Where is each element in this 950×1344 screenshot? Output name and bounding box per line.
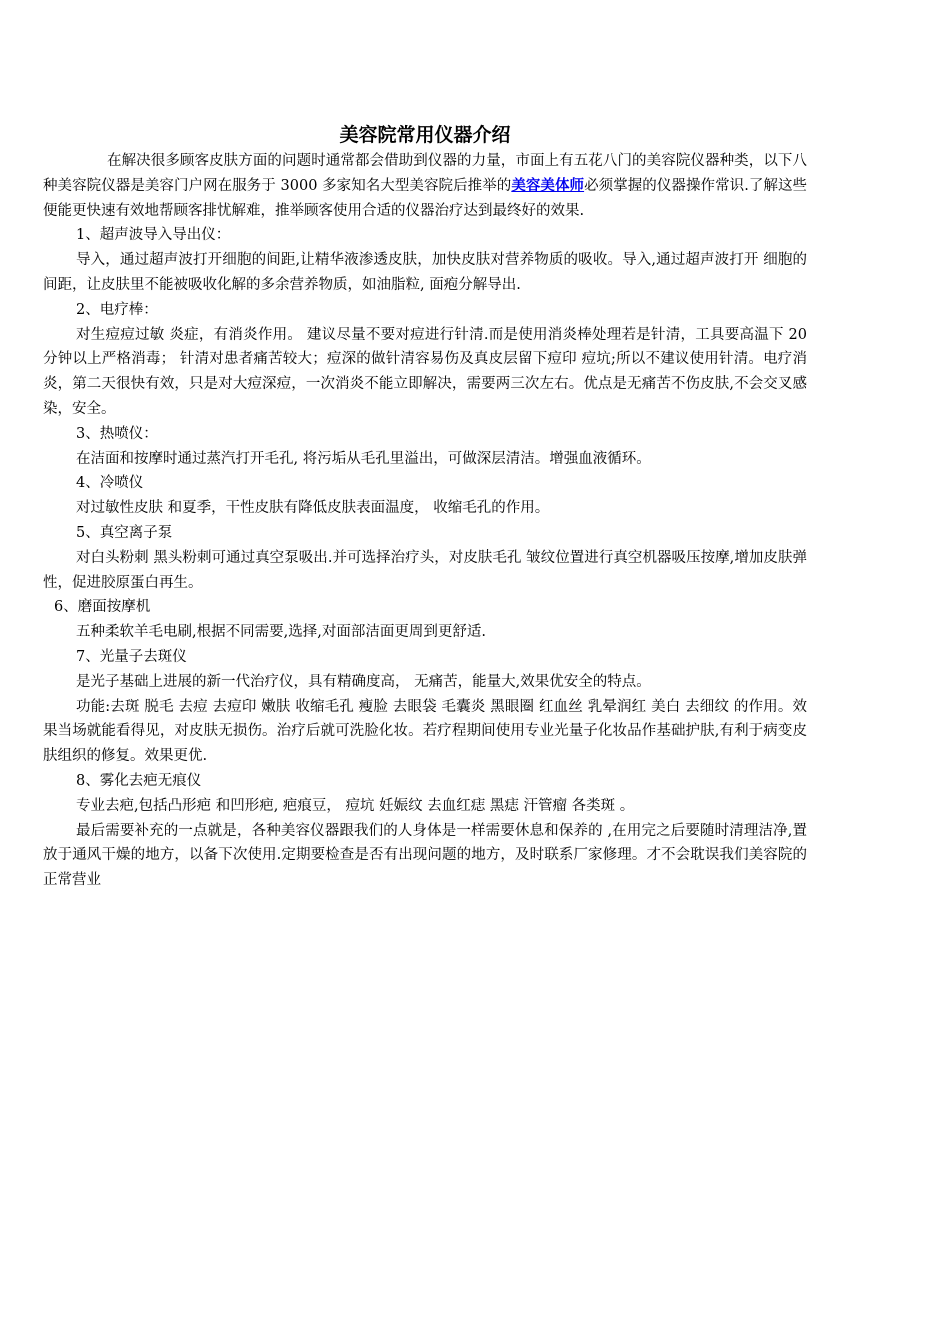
section-heading-scar-atomizer: 8、雾化去疤无痕仪 [76,772,202,789]
section-body-ultrasonic: 导入，通过超声波打开细胞的间距,让精华液渗透皮肤，加快皮肤对营养物质的吸收。导入,通过超声波打开 细胞的间距，让皮肤里不能被吸收化解的多余营养物质，如油脂粒, 面疱分解导出. [43,252,807,293]
section-body-scar-atomizer: 专业去疤,包括凸形疤 和凹形疤, 疤痕豆， 痘坑 妊娠纹 去血红痣 黑痣 汗管瘤 各类斑 。 [76,797,635,814]
intro-paragraph [43,149,807,223]
section-heading-hot-steamer: 3、热喷仪： [76,425,158,442]
section-body-photon-functions: 功能:去斑 脱毛 去痘 去痘印 嫩肤 收缩毛孔 瘦脸 去眼袋 毛囊炎 黑眼圈 红血丝 乳晕润红 美白 去细纹 的作用。效果当场就能看得见，对皮肤无损伤。治疗后就可洗脸化妆。若疗程期间使用专业光量子化妆品作基础护肤,有利于病变皮肤组织的修复。效果更优. [43,698,807,765]
beauty-therapist-link[interactable]: 美容美体师 [511,177,585,194]
section-heading-brush-machine: 6、磨面按摩机 [54,599,151,616]
document-body [43,149,807,893]
section-body-brush-machine: 五种柔软羊毛电刷,根据不同需要,选择,对面部洁面更周到更舒适. [76,624,486,641]
intro-text-before-link: 在解决很多顾客皮肤方面的问题时通常都会借助到仪器的力量，市面上有五花八门的美容院仪器种类，以下八种美容院仪器是美容门户网在服务于 3000 多家知名大型美容院后推举的 [43,153,807,194]
intro-text-after-link: 必须掌握的仪器操作常识.了解这些便能更快速有效地帮顾客排忧解难，推举顾客使用合适的仪器治疗达到最终好的效果. [43,177,808,219]
section-heading-photon: 7、光量子去斑仪 [76,648,187,665]
section-heading-ultrasonic: 1、超声波导入导出仪： [76,227,231,244]
section-body-hot-steamer: 在洁面和按摩时通过蒸汽打开毛孔, 将污垢从毛孔里溢出，可做深层清洁。增强血液循环。 [76,450,651,467]
section-body-vacuum-pump: 对白头粉刺 黑头粉刺可通过真空泵吸出.并可选择治疗头，对皮肤毛孔 皱纹位置进行真空机器吸压按摩,增加皮肤弹性，促进胶原蛋白再生。 [43,549,807,591]
section-heading-cold-sprayer: 4、冷喷仪 [76,475,144,492]
section-body-electrotherapy: 对生痘痘过敏 炎症，有消炎作用。 建议尽量不要对痘进行针清.而是使用消炎棒处理若是针清，工具要高温下 20 分钟以上严格消毒； 针清对患者痛苦较大；痘深的做针清容易伤及真皮层留下痘印 痘坑;所以不建议使用针清。电疗消炎，第二天很快有效，只是对大痘深痘，一次消炎不能立即解决，需要两三次左右。优点是无痛苦不伤皮肤,不会交叉感染，安全。 [43,326,807,417]
section-heading-electrotherapy: 2、电疗棒： [76,301,158,318]
section-body-cold-sprayer: 对过敏性皮肤 和夏季，干性皮肤有降低皮肤表面温度， 收缩毛孔的作用。 [76,500,550,517]
section-body-photon-intro: 是光子基础上进展的新一代治疗仪，具有精确度高， 无痛苦，能量大,效果优安全的特点。 [76,673,651,690]
section-heading-vacuum-pump: 5、真空离子泵 [76,524,173,541]
document-title: 美容院常用仪器介绍 [339,124,511,146]
closing-paragraph: 最后需要补充的一点就是，各种美容仪器跟我们的人身体是一样需要休息和保养的 ,在用完之后要随时清理洁净,置放于通风干燥的地方，以备下次使用.定期要检查是否有出现问题的地方，及时联系厂家修理。才不会耽误我们美容院的正常营业 [43,822,807,889]
